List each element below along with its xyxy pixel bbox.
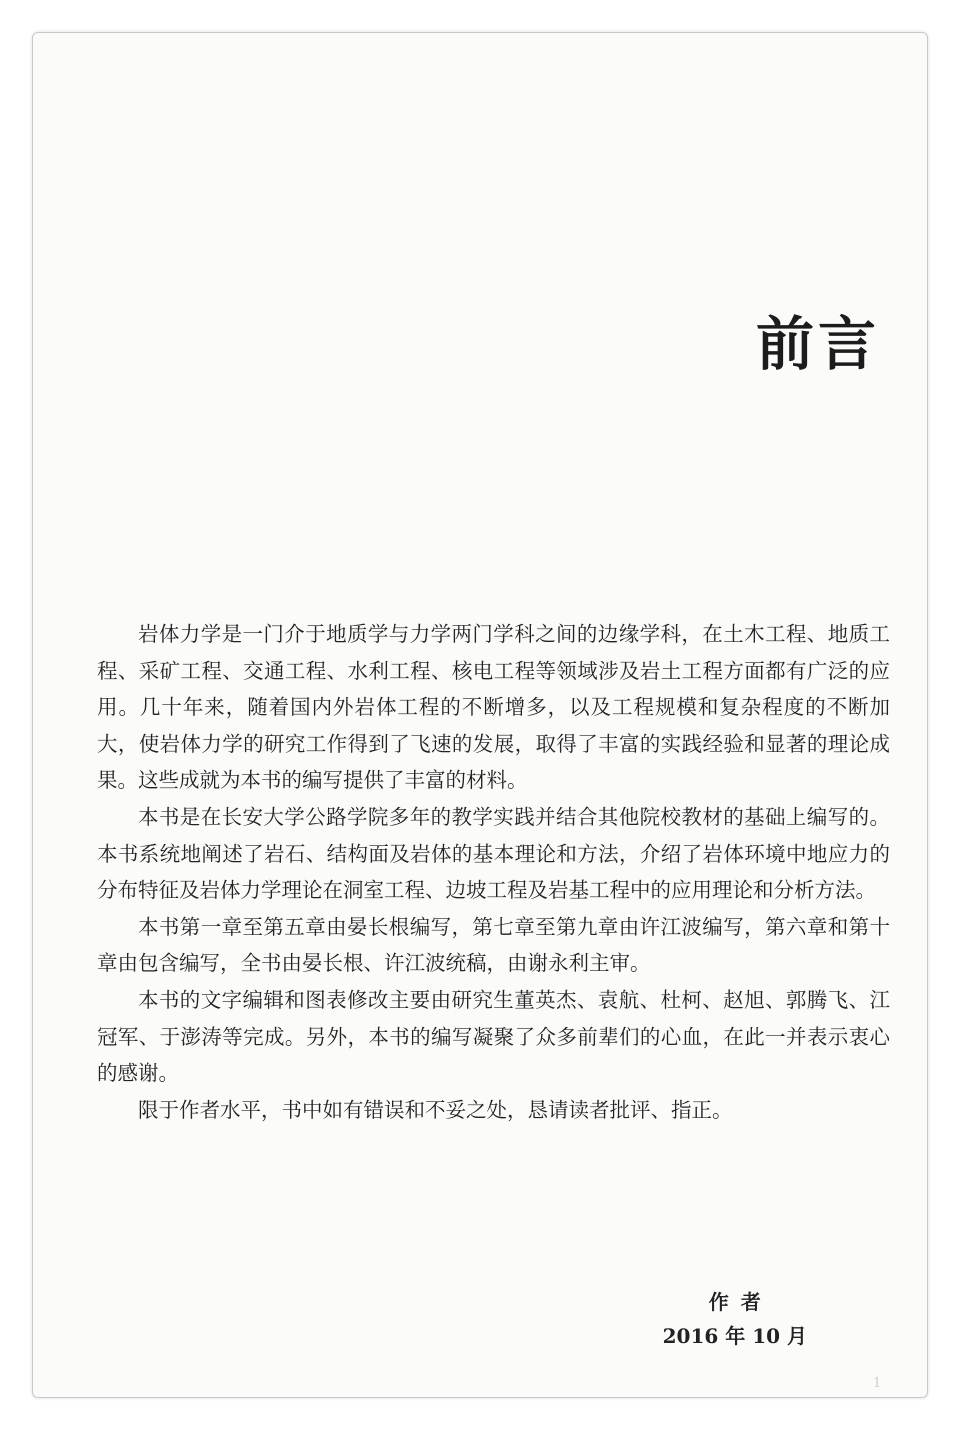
paragraph-3: 本书第一章至第五章由晏长根编写，第七章至第九章由许江波编写，第六章和第十章由包含编写，全书由晏长根、许江波统稿，由谢永利主审。 <box>97 914 890 976</box>
paragraph-5: 限于作者水平，书中如有错误和不妥之处，恳请读者批评、指正。 <box>138 1097 733 1122</box>
book-page <box>32 32 928 1398</box>
paragraph-1: 岩体力学是一门介于地质学与力学两门学科之间的边缘学科，在土木工程、地质工程、采矿工程、交通工程、水利工程、核电工程等领域涉及岩土工程方面都有广泛的应用。几十年来，随着国内外岩体工程的不断增多，以及工程规模和复杂程度的不断加大，使岩体力学的研究工作得到了飞速的发展，取得了丰富的实践经验和显著的理论成果。这些成就为本书的编写提供了丰富的材料。 <box>97 622 890 793</box>
preface-body <box>97 616 890 1128</box>
signature-block <box>663 1285 807 1353</box>
signature-date: 2016 年 10 月 <box>662 1324 807 1348</box>
page-title: 前言 <box>756 310 881 378</box>
page-number: 1 <box>873 1376 882 1391</box>
paragraph-2: 本书是在长安大学公路学院多年的教学实践并结合其他院校教材的基础上编写的。本书系统地阐述了岩石、结构面及岩体的基本理论和方法，介绍了岩体环境中地应力的分布特征及岩体力学理论在洞室工程、边坡工程及岩基工程中的应用理论和分析方法。 <box>97 804 890 903</box>
author-signature: 作者 <box>708 1290 773 1314</box>
paragraph-4: 本书的文字编辑和图表修改主要由研究生董英杰、袁航、杜柯、赵旭、郭腾飞、江冠军、于澎涛等完成。另外，本书的编写凝聚了众多前辈们的心血，在此一并表示衷心的感谢。 <box>97 987 890 1086</box>
